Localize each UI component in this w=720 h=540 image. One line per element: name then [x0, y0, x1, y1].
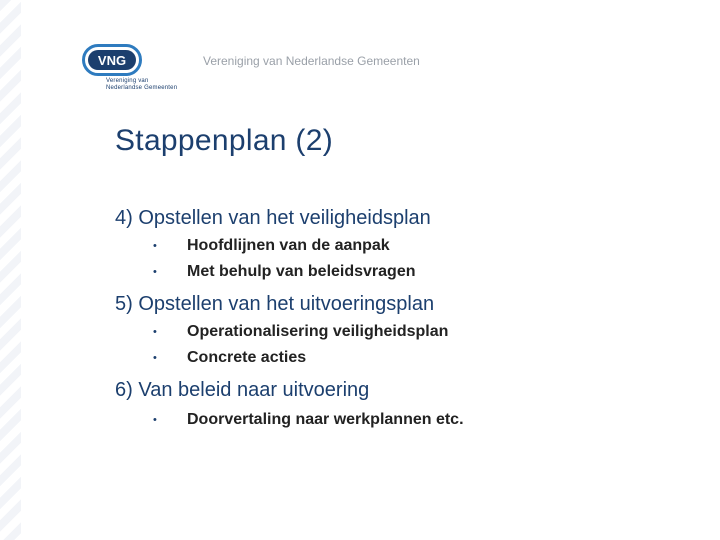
logo-subtext: Vereniging van Nederlandse Gemeenten — [106, 78, 178, 91]
step-heading: Opstellen van het uitvoeringsplan — [138, 293, 435, 315]
step-number: 4) — [115, 207, 133, 229]
bullet-icon: • — [153, 266, 157, 278]
step-heading: Opstellen van het veiligheidsplan — [138, 207, 431, 229]
logo-badge-text: VNG — [97, 53, 127, 68]
slide-title: Stappenplan (2) — [115, 124, 333, 157]
list-item — [115, 233, 705, 259]
list-item — [115, 345, 705, 371]
step-4 — [115, 203, 705, 233]
step-number: 5) — [115, 293, 133, 315]
bullet-text: Concrete acties — [187, 349, 307, 366]
step-6 — [115, 375, 705, 405]
organization-header: Vereniging van Nederlandse Gemeenten — [203, 54, 420, 68]
step-4-bullets — [115, 233, 705, 285]
step-6-bullets — [115, 407, 705, 433]
bullet-text: Hoofdlijnen van de aanpak — [187, 237, 390, 254]
bullet-text: Met behulp van beleidsvragen — [187, 263, 416, 280]
bullet-icon: • — [153, 326, 157, 338]
step-heading: Van beleid naar uitvoering — [138, 379, 370, 401]
slide-content — [115, 203, 705, 433]
list-item — [115, 319, 705, 345]
bullet-icon: • — [153, 240, 157, 252]
step-number: 6) — [115, 379, 133, 401]
list-item — [115, 407, 705, 433]
decorative-side-band — [0, 0, 21, 540]
bullet-text: Operationalisering veiligheidsplan — [187, 323, 449, 340]
vng-logo-icon — [82, 44, 142, 76]
vng-logo — [82, 44, 182, 96]
bullet-text: Doorvertaling naar werkplannen etc. — [187, 411, 464, 428]
step-5 — [115, 289, 705, 319]
list-item — [115, 259, 705, 285]
bullet-icon: • — [153, 352, 157, 364]
bullet-icon: • — [153, 414, 157, 426]
step-5-bullets — [115, 319, 705, 371]
